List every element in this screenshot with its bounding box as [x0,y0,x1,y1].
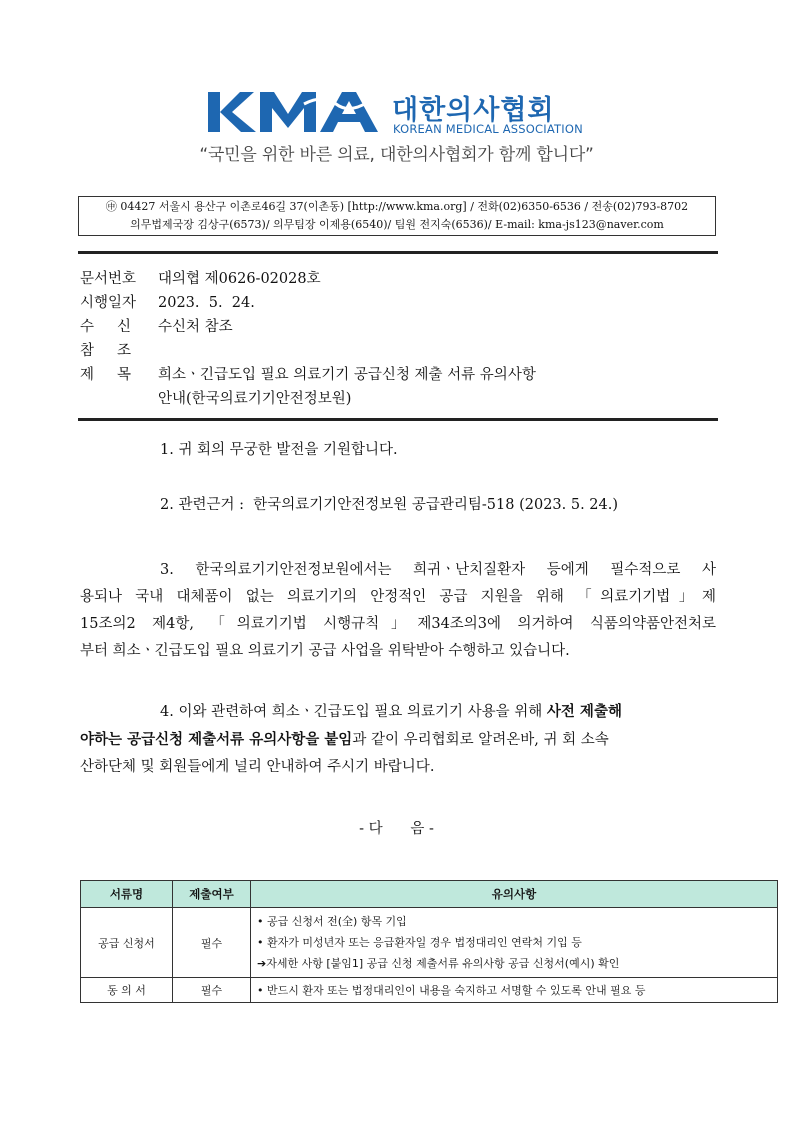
issue-date: 2023. 5. 24. [158,295,255,311]
paragraph-3-line-4: 부터 희소ㆍ긴급도입 필요 의료기기 공급 사업을 위탁받아 수행하고 있습니다. [80,643,570,659]
section-title: - 다 음 - [359,821,434,837]
reference-label: 참 조 [80,343,132,359]
subject-label: 제 목 [80,367,132,383]
note-item: • 반드시 환자 또는 법정대리인이 내용을 숙지하고 서명할 수 있도록 안내 필요 등 [257,983,646,997]
paragraph-4-line-2-text: 과 같이 우리협회로 알려온바, 귀 회 소속 [352,732,609,748]
org-name-ko: 대한의사협회 [392,95,555,126]
paragraph-4-line-3: 산하단체 및 회원들에게 널리 안내하여 주시기 바랍니다. [80,759,435,775]
kma-logo-icon [208,92,384,132]
note-item: ➔자세한 사항 [붙임1] 공급 신청 제출서류 유의사항 공급 신청서(예시) 확인 [257,957,620,970]
requirements-table [80,880,778,1003]
paragraph-3-line-2: 용되나 국내 대체품이 없는 의료기기의 안정적인 공급 지원을 위해 「의료기기법」제 [80,589,716,605]
meta-divider [78,418,718,421]
paragraph-3-line-3: 15조의2 제4항, 「의료기기법 시행규칙」제34조의3에 의거하여 식품의약품안전처로 [80,616,716,632]
paragraph-4-line-2 [80,726,716,754]
paragraph-1-text: 1. 귀 회의 무궁한 발전을 기원합니다. [160,442,398,458]
document-meta [80,267,720,411]
paragraph-1 [80,437,793,464]
row-doc-name: 공급 신청서 [81,908,173,978]
top-divider [78,251,718,254]
recipient-label: 수 신 [80,319,132,335]
doc-number-label: 문서번호 [80,271,137,287]
table-header-row [81,881,778,908]
row-required: 필수 [173,978,251,1003]
subject-line-1: 희소ㆍ긴급도입 필요 의료기기 공급신청 제출 서류 유의사항 [158,367,536,383]
doc-number: 대의협 제0626-02028호 [158,271,321,287]
recipient: 수신처 참조 [158,319,233,335]
paragraph-2 [80,492,793,519]
subject-row [80,363,720,387]
header-doc-name: 서류명 [81,881,173,908]
note-item: • 환자가 미성년자 또는 응급환자일 경우 법정대리인 연락처 기입 등 [257,936,582,949]
header-required: 제출여부 [173,881,251,908]
date-label: 시행일자 [80,295,137,311]
reference-row [80,339,720,363]
letterhead-logo [208,88,588,140]
table-row [81,978,778,1003]
slogan: “국민을 위한 바른 의료, 대한의사협회가 함께 합니다” [199,145,594,165]
row-notes [251,908,778,978]
reference [158,339,720,363]
address-line: ㊥ 04427 서울시 용산구 이촌로46길 37(이촌동) [http://www.kma.org] / 전화(02)6350-6536 / 전송(02)793-8702 [105,200,689,213]
paragraph-3 [80,557,716,665]
table-row [81,908,778,978]
paragraph-4-emphasis-2: 야하는 공급신청 제출서류 유의사항을 붙임 [80,731,353,748]
note-item: • 공급 신청서 전(全) 항목 기입 [257,915,407,928]
paragraph-4-line-1-text: 4. 이와 관련하여 희소ㆍ긴급도입 필요 의료기기 사용을 위해 [160,704,547,720]
subject-line-2: 안내(한국의료기기안전정보원) [158,391,352,407]
paragraph-4 [80,698,716,781]
address-box [78,196,716,236]
row-required: 필수 [173,908,251,978]
contact-line: 의무법제국장 김상구(6573)/ 의무팀장 이제용(6540)/ 팀원 전지숙(6536)/ E-mail: kma-js123@naver.com [130,218,664,231]
paragraph-4-line-1 [80,698,716,726]
paragraph-4-emphasis-1: 사전 제출해 [546,703,622,720]
row-doc-name: 동 의 서 [81,978,173,1003]
row-notes [251,978,778,1003]
paragraph-2-text: 2. 관련근거 : 한국의료기기안전정보원 공급관리팀-518 (2023. 5. 24.) [160,497,619,513]
org-name-en: KOREAN MEDICAL ASSOCIATION [393,122,583,136]
recipient-row [80,315,720,339]
doc-number-row [80,267,720,291]
date-row [80,291,720,315]
header-notes: 유의사항 [251,881,778,908]
paragraph-3-line-1: 3. 한국의료기기안전정보원에서는 희귀ㆍ난치질환자 등에게 필수적으로 사 [160,562,716,578]
